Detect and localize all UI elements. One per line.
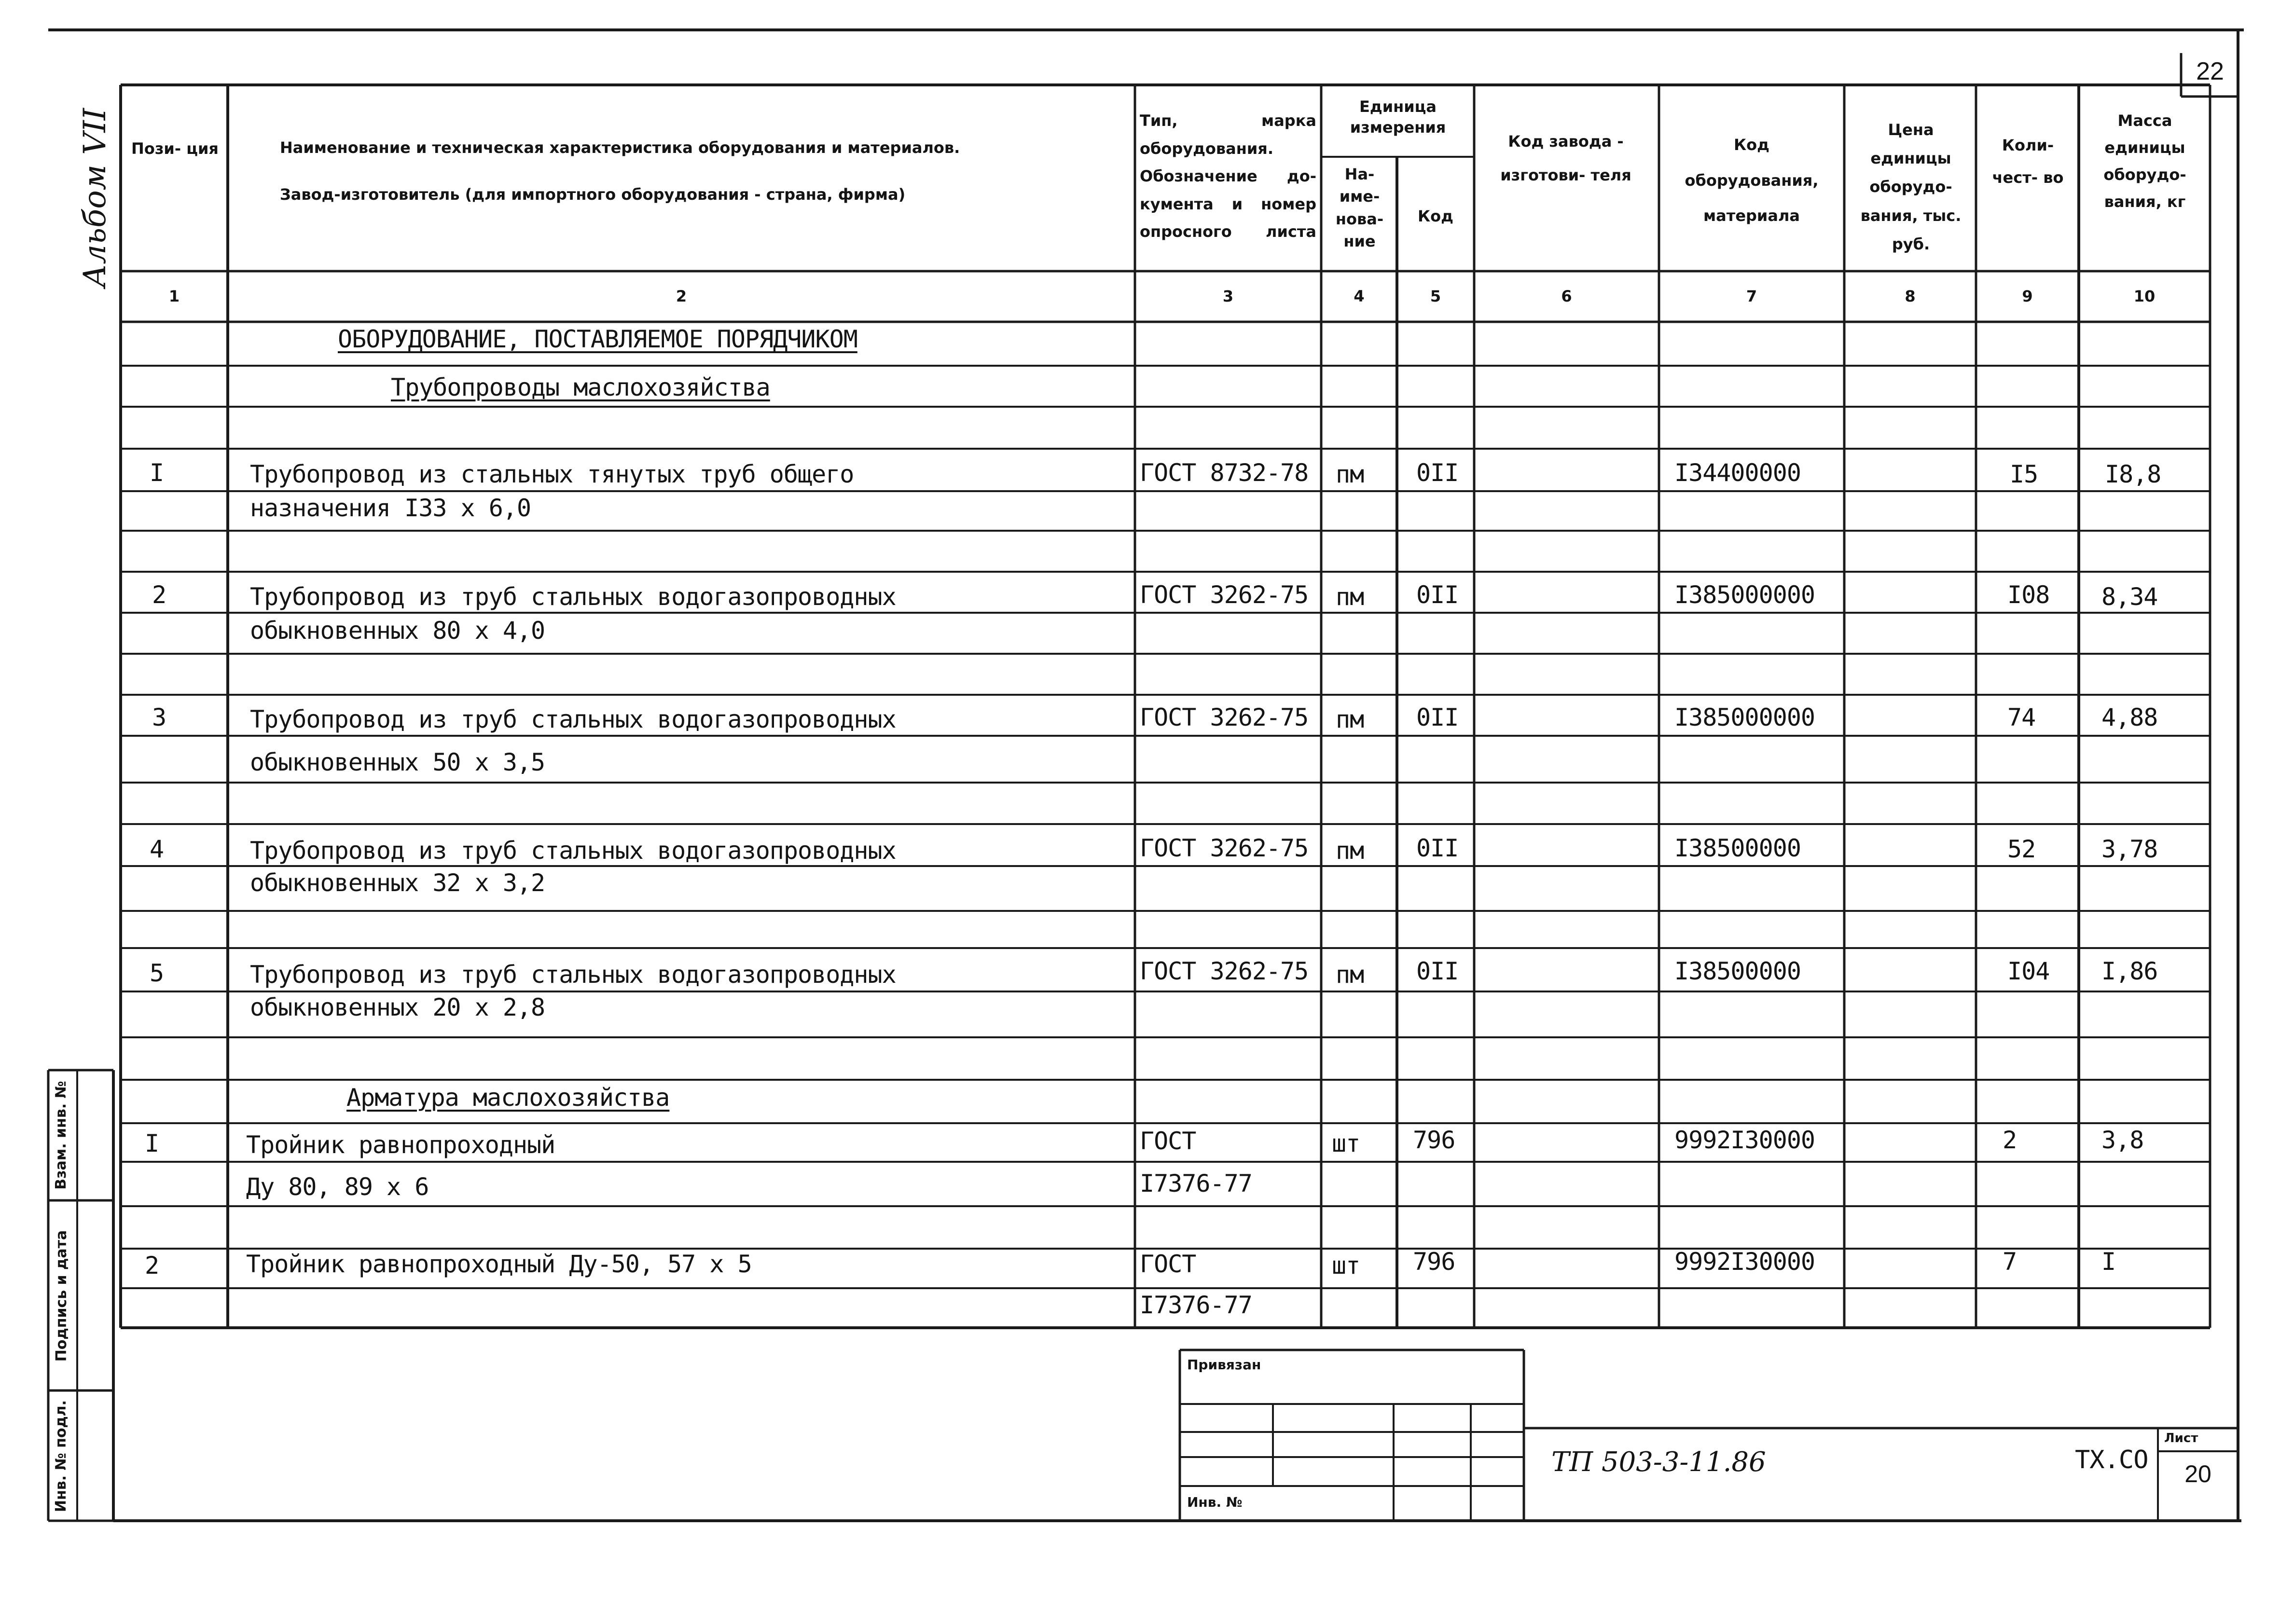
column-number: 6 — [1561, 287, 1572, 305]
item-document: ГОСТ 8732-78 — [1140, 459, 1309, 487]
item-document: ГОСТ 3262-75 — [1140, 581, 1309, 609]
item-unit: пм — [1336, 705, 1364, 733]
item-unit: пм — [1336, 961, 1364, 989]
item-quantity: I5 — [2010, 460, 2038, 488]
column-number: 4 — [1354, 287, 1365, 305]
item-name: Трубопровод из стальных тянутых труб общего — [250, 460, 854, 488]
item-mass: 4,88 — [2101, 703, 2158, 731]
item-document-cont: I7376-77 — [1140, 1170, 1252, 1197]
item-unit-code: 0II — [1416, 957, 1459, 985]
item-name-cont: обыкновенных 50 x 3,5 — [250, 748, 545, 776]
item-position: 3 — [152, 703, 166, 731]
header-position: Пози- ция — [131, 139, 219, 158]
item-unit-code: 0II — [1416, 834, 1459, 862]
item-quantity: I04 — [2007, 957, 2050, 985]
item-material-code: I34400000 — [1674, 459, 1801, 487]
item-material-code: I38500000 — [1674, 957, 1801, 985]
item-unit: пм — [1336, 460, 1364, 488]
column-number: 10 — [2133, 287, 2156, 305]
item-document-cont: I7376-77 — [1140, 1291, 1252, 1319]
item-name-cont: обыкновенных 80 x 4,0 — [250, 617, 545, 645]
item-quantity: 74 — [2007, 703, 2036, 731]
item-material-code: 9992I30000 — [1674, 1126, 1815, 1154]
document-suffix: ТХ.СО — [2075, 1445, 2148, 1474]
item-quantity: I08 — [2007, 581, 2050, 609]
item-unit: пм — [1336, 583, 1364, 611]
header-factory-code: Код завода - изготови- теля — [1500, 132, 1631, 185]
page-number: 22 — [2196, 57, 2224, 85]
column-number: 7 — [1746, 287, 1757, 305]
item-unit-code: 0II — [1416, 703, 1459, 731]
item-name-cont: назначения I33 x 6,0 — [250, 494, 531, 522]
item-name: Тройник равнопроходный Ду-50, 57 x 5 — [246, 1250, 752, 1278]
item-mass: I8,8 — [2105, 460, 2161, 488]
header-unit-code: Код — [1418, 207, 1453, 225]
sheet-number: 20 — [2184, 1460, 2211, 1487]
header-unit: Единица измерения — [1350, 97, 1446, 137]
item-unit: шт — [1332, 1129, 1360, 1157]
column-number: 5 — [1430, 287, 1441, 305]
document-code: ТП 503-3-11.86 — [1551, 1446, 1766, 1478]
sheet-label: Лист — [2164, 1431, 2198, 1445]
column-number: 8 — [1905, 287, 1916, 305]
item-material-code: I38500000 — [1674, 834, 1801, 862]
item-position: 2 — [152, 581, 166, 609]
item-position: 2 — [145, 1252, 159, 1280]
group-title-pipelines: Трубопроводы маслохозяйства — [391, 373, 770, 401]
side-stamp-replacement: Взам. инв. № — [53, 1081, 69, 1190]
section-title: ОБОРУДОВАНИЕ, ПОСТАВЛЯЕМОЕ ПОРЯДЧИКОМ — [338, 325, 857, 353]
item-unit-code: 796 — [1413, 1126, 1455, 1154]
header-price: Цена единицы оборудо- вания, тыс. руб. — [1860, 121, 1962, 253]
column-number: 2 — [676, 287, 687, 305]
item-unit-code: 0II — [1416, 459, 1459, 487]
item-document: ГОСТ — [1140, 1127, 1196, 1155]
header-material-code: Код оборудования, материала — [1685, 136, 1819, 225]
item-position: I — [145, 1129, 159, 1157]
column-number: 9 — [2022, 287, 2033, 305]
column-number: 3 — [1222, 287, 1234, 305]
header-type: Тип, марка оборудования. Обозначение до- кумента и номер опросного листа — [1140, 111, 1316, 241]
item-unit-code: 0II — [1416, 581, 1459, 609]
stamp-attached: Привязан — [1187, 1357, 1261, 1373]
item-unit: шт — [1332, 1252, 1360, 1280]
item-name: Трубопровод из труб стальных водогазопроводных — [250, 705, 896, 733]
side-stamp-signature: Подпись и дата — [53, 1230, 70, 1362]
header-name-line2: Завод-изготовитель (для импортного оборудования - страна, фирма) — [280, 185, 906, 204]
item-mass: I — [2101, 1248, 2116, 1276]
item-name-cont: обыкновенных 20 x 2,8 — [250, 993, 545, 1021]
column-number: 1 — [168, 287, 180, 305]
item-mass: 3,78 — [2101, 835, 2158, 863]
item-unit: пм — [1336, 837, 1364, 865]
item-name: Тройник равнопроходный — [246, 1131, 555, 1159]
item-document: ГОСТ 3262-75 — [1140, 703, 1309, 731]
item-position: 4 — [150, 835, 164, 863]
header-mass: Масса единицы оборудо- вания, кг — [2103, 111, 2186, 211]
item-material-code: 9992I30000 — [1674, 1248, 1815, 1276]
item-quantity: 2 — [2003, 1126, 2017, 1154]
item-name-cont: Ду 80, 89 x 6 — [246, 1173, 429, 1201]
item-mass: 3,8 — [2101, 1126, 2144, 1154]
item-mass: 8,34 — [2101, 583, 2158, 611]
item-name: Трубопровод из труб стальных водогазопроводных — [250, 837, 896, 865]
item-quantity: 7 — [2003, 1248, 2017, 1276]
header-unit-name: На- име- нова- ние — [1335, 165, 1384, 251]
album-label: Альбом VII — [77, 108, 113, 288]
item-position: I — [150, 459, 164, 487]
item-position: 5 — [150, 959, 164, 987]
item-document: ГОСТ — [1140, 1250, 1196, 1278]
item-name: Трубопровод из труб стальных водогазопроводных — [250, 961, 896, 989]
item-material-code: I385000000 — [1674, 581, 1815, 609]
item-document: ГОСТ 3262-75 — [1140, 834, 1309, 862]
item-unit-code: 796 — [1413, 1248, 1455, 1276]
item-material-code: I385000000 — [1674, 703, 1815, 731]
group-title-fittings: Арматура маслохозяйства — [346, 1084, 670, 1112]
header-name-line1: Наименование и техническая характеристика оборудования и материалов. — [280, 138, 960, 157]
item-quantity: 52 — [2007, 835, 2036, 863]
stamp-inventory-no: Инв. № — [1187, 1494, 1243, 1510]
item-document: ГОСТ 3262-75 — [1140, 957, 1309, 985]
item-name: Трубопровод из труб стальных водогазопроводных — [250, 583, 896, 611]
header-quantity: Коли- чест- во — [1992, 136, 2064, 187]
side-stamp-inventory: Инв. № подл. — [53, 1400, 69, 1513]
item-name-cont: обыкновенных 32 x 3,2 — [250, 869, 545, 897]
item-mass: I,86 — [2101, 957, 2158, 985]
